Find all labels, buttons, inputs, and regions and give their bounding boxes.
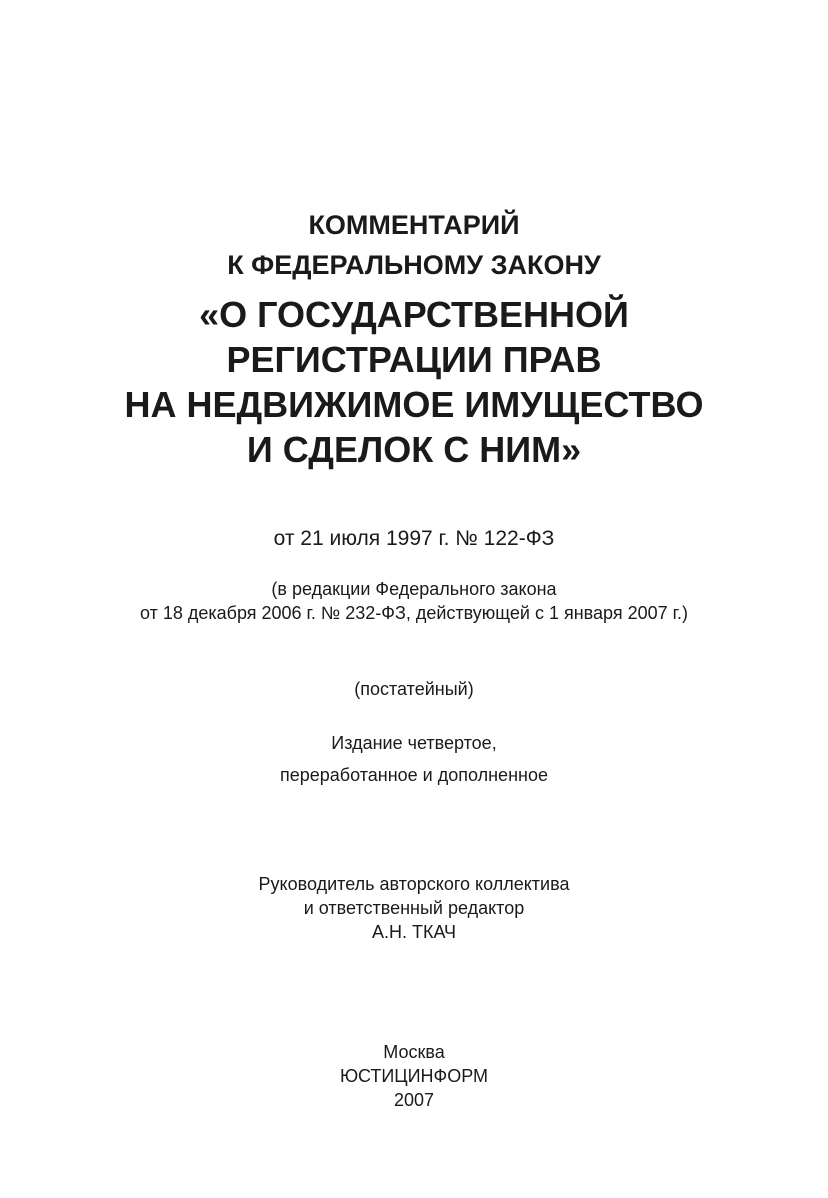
editor-line: Руководитель авторского коллектива — [258, 874, 570, 894]
law-title-line: НА НЕДВИЖИМОЕ ИМУЩЕСТВО — [124, 384, 704, 425]
law-date — [0, 525, 828, 553]
imprint — [0, 1040, 828, 1112]
editor-info — [0, 872, 828, 944]
article-wise-note — [0, 677, 828, 701]
law-title — [0, 292, 828, 472]
law-title-line: «О ГОСУДАРСТВЕННОЙ — [199, 294, 629, 335]
editor-line: и ответственный редактор — [303, 898, 525, 918]
heading-line: КОММЕНТАРИЙ — [308, 210, 520, 240]
commentary-heading — [0, 205, 828, 285]
law-date-text: от 21 июля 1997 г. № 122-ФЗ — [273, 527, 555, 550]
law-title-line: И СДЕЛОК С НИМ» — [246, 429, 582, 470]
article-wise-text: (постатейный) — [354, 679, 474, 699]
revision-line: (в редакции Федерального закона — [271, 579, 557, 599]
edition-line: переработанное и дополненное — [280, 765, 548, 785]
edition-line: Издание четвертое, — [331, 733, 497, 753]
imprint-publisher: ЮСТИЦИНФОРМ — [339, 1066, 489, 1086]
edition-info — [0, 727, 828, 791]
imprint-city: Москва — [383, 1042, 445, 1062]
imprint-year: 2007 — [393, 1090, 435, 1110]
editor-name: А.Н. ТКАЧ — [371, 922, 457, 942]
revision-note — [0, 577, 828, 625]
revision-line: от 18 декабря 2006 г. № 232-ФЗ, действующей с 1 января 2007 г.) — [139, 603, 689, 623]
law-title-line: РЕГИСТРАЦИИ ПРАВ — [226, 339, 602, 380]
heading-line: К ФЕДЕРАЛЬНОМУ ЗАКОНУ — [227, 250, 601, 280]
